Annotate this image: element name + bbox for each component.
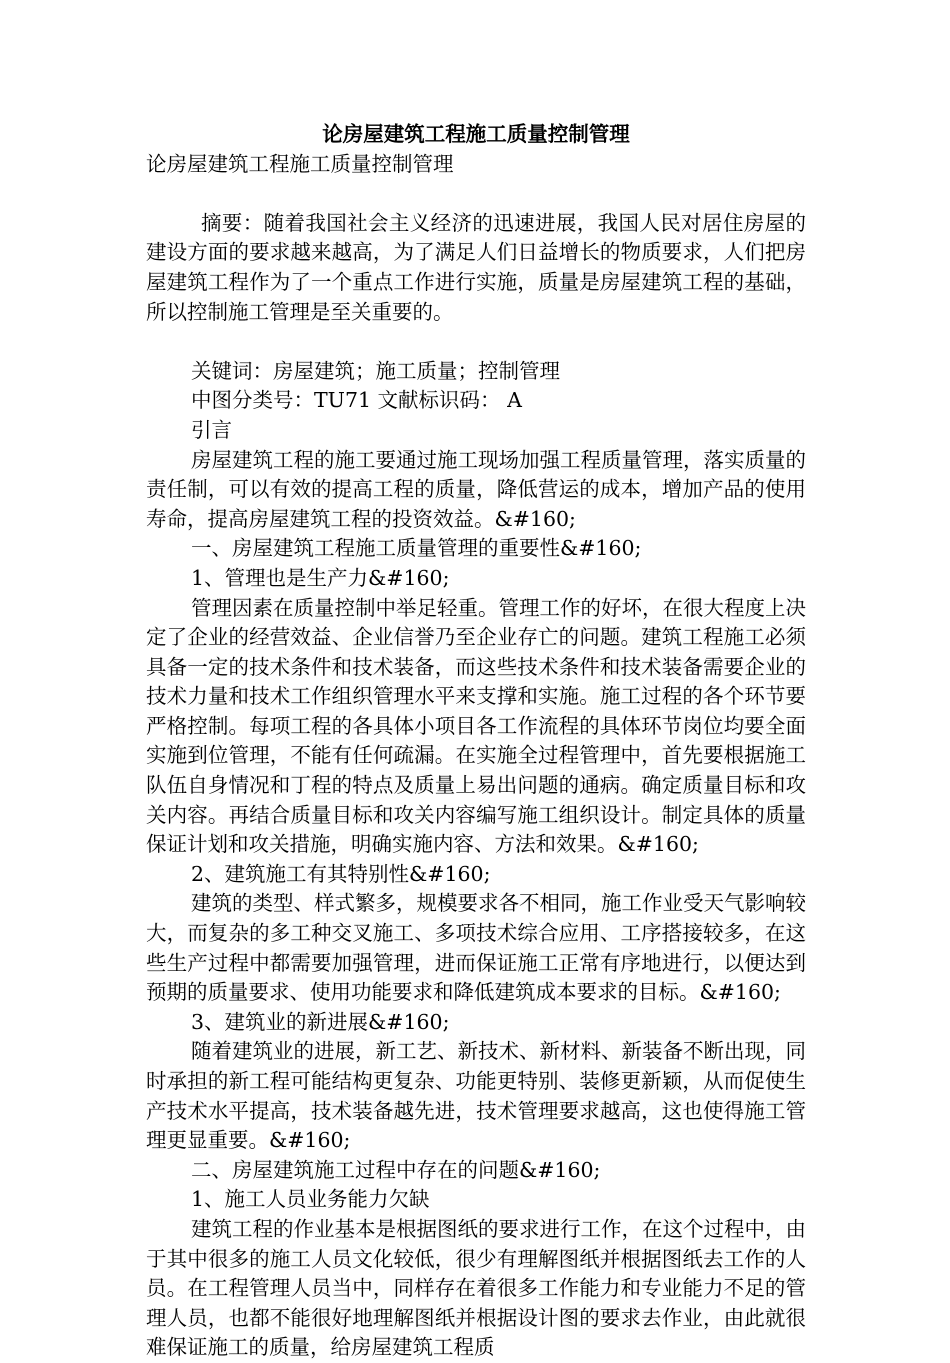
- intro-paragraph: 房屋建筑工程的施工要通过施工现场加强工程质量管理，落实质量的责任制，可以有效的提高工程的质量，降低营运的成本，增加产品的使用寿命，提高房屋建筑工程的投资效益。&#160;: [146, 447, 806, 531]
- section-1-2-heading: 2、建筑施工有其特别性&#160;: [191, 861, 491, 886]
- section-1-1-heading: 1、管理也是生产力&#160;: [191, 565, 450, 590]
- document-page: [146, 120, 806, 1363]
- section-1-3-paragraph: 随着建筑业的进展，新工艺、新技术、新材料、新装备不断出现，同时承担的新工程可能结构更复杂、功能更特别、装修更新颖，从而促使生产技术水平提高，技术装备越先进，技术管理要求越高，这也使得施工管理更显重要。&#160;: [146, 1039, 806, 1153]
- intro-heading: 引言: [191, 417, 232, 442]
- keywords-line: 关键词：房屋建筑；施工质量；控制管理: [191, 358, 560, 383]
- section-1-2-paragraph: 建筑的类型、样式繁多，规模要求各不相同，施工作业受天气影响较大，而复杂的多工种交叉施工、多项技术综合应用、工序搭接较多，在这些生产过程中都需要加强管理，进而保证施工正常有序地进行，以便达到预期的质量要求、使用功能要求和降低建筑成本要求的目标。&#160;: [146, 891, 806, 1005]
- section-2-heading: 二、房屋建筑施工过程中存在的问题&#160;: [191, 1157, 601, 1182]
- section-2-1-heading: 1、施工人员业务能力欠缺: [191, 1187, 430, 1212]
- classification-line: 中图分类号：TU71 文献标识码： A: [191, 388, 522, 413]
- blank-line: [146, 179, 806, 209]
- document-subtitle: 论房屋建筑工程施工质量控制管理: [146, 151, 454, 176]
- section-1-1-paragraph: 管理因素在质量控制中举足轻重。管理工作的好坏，在很大程度上决定了企业的经营效益、企业信誉乃至企业存亡的问题。建筑工程施工必须具备一定的技术条件和技术装备，而这些技术条件和技术装备需要企业的技术力量和技术工作组织管理水平来支撑和实施。施工过程的各个环节要严格控制。每项工程的各具体小项目各工作流程的具体环节岗位均要全面实施到位管理，不能有任何疏漏。在实施全过程管理中，首先要根据施工队伍自身情况和丁程的特点及质量上易出问题的通病。确定质量目标和攻关内容。再结合质量目标和攻关内容编写施工组织设计。制定具体的质量保证计划和攻关措施，明确实施内容、方法和效果。&#160;: [146, 595, 806, 857]
- section-2-1-paragraph: 建筑工程的作业基本是根据图纸的要求进行工作，在这个过程中，由于其中很多的施工人员文化较低，很少有理解图纸并根据图纸去工作的人员。在工程管理人员当中，同样存在着很多工作能力和专业能力不足的管理人员，也都不能很好地理解图纸并根据设计图的要求去作业，由此就很难保证施工的质量，给房屋建筑工程质: [146, 1216, 806, 1360]
- section-1-heading: 一、房屋建筑工程施工质量管理的重要性&#160;: [191, 536, 642, 561]
- section-1-3-heading: 3、建筑业的新进展&#160;: [191, 1009, 450, 1034]
- document-title: 论房屋建筑工程施工质量控制管理: [322, 122, 630, 146]
- abstract-paragraph: 摘要：随着我国社会主义经济的迅速进展，我国人民对居住房屋的建设方面的要求越来越高，为了满足人们日益增长的物质要求，人们把房屋建筑工程作为了一个重点工作进行实施，质量是房屋建筑工程的基础，所以控制施工管理是至关重要的。: [146, 210, 806, 324]
- blank-line: [146, 327, 806, 357]
